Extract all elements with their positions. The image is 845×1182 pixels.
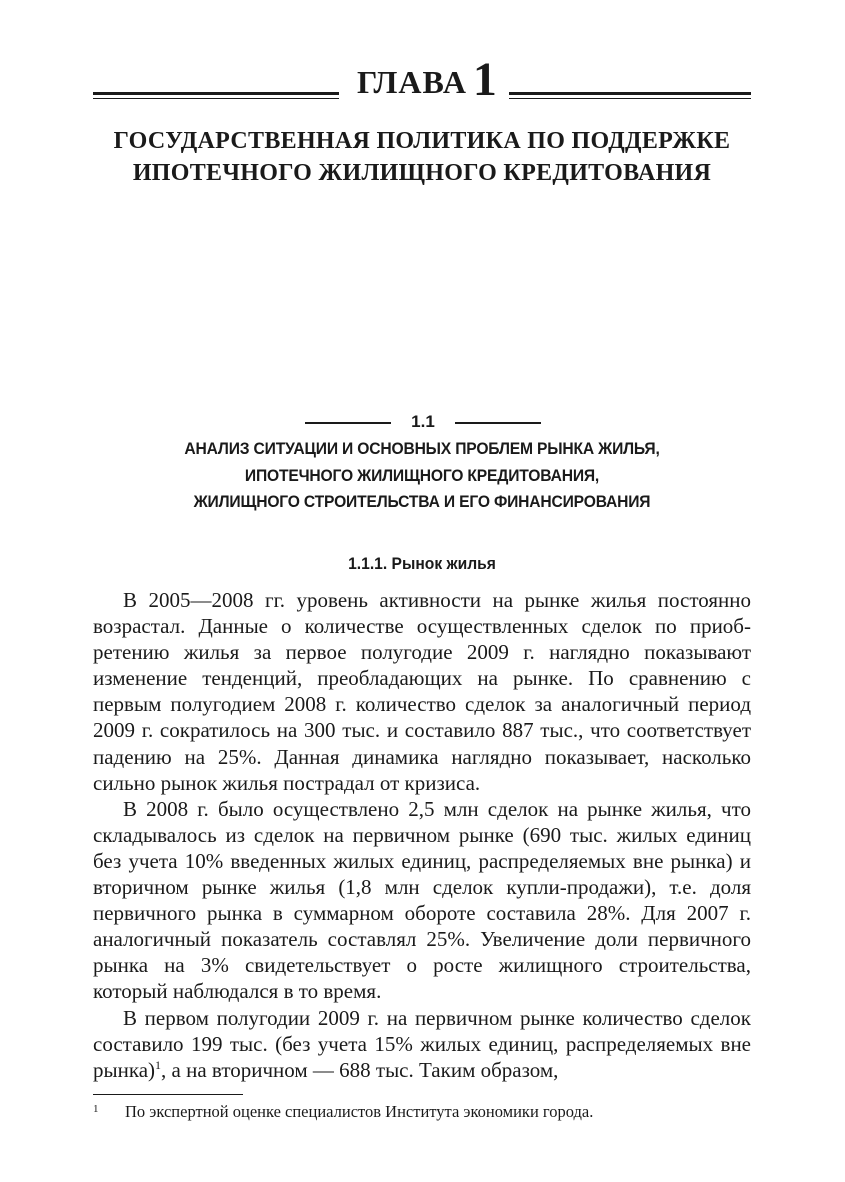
section-number: 1.1 bbox=[411, 412, 435, 431]
chapter-title-line: ГОСУДАРСТВЕННАЯ ПОЛИТИКА ПО ПОДДЕРЖКЕ bbox=[113, 128, 731, 154]
footnote-divider bbox=[93, 1094, 243, 1095]
chapter-title-line: ИПОТЕЧНОГО ЖИЛИЩНОГО КРЕДИТОВАНИЯ bbox=[132, 160, 712, 186]
paragraph-text: , а на вторичном — 688 тыс. Таким образом, bbox=[161, 1057, 559, 1082]
section-title-line: ИПОТЕЧНОГО ЖИЛИЩНОГО КРЕДИТОВАНИЯ, bbox=[244, 465, 600, 485]
chapter-header bbox=[93, 53, 751, 106]
body-text bbox=[93, 587, 751, 1083]
section-title-line: ЖИЛИЩНОГО СТРОИТЕЛЬСТВА И ЕГО ФИНАНСИРОВАНИЯ bbox=[193, 492, 651, 511]
section-rule-left bbox=[305, 422, 391, 424]
chapter-rule-right bbox=[509, 92, 751, 95]
footnote-text: По экспертной оценке специалистов Института экономики города. bbox=[125, 1102, 594, 1121]
chapter-number: 1 bbox=[472, 53, 498, 106]
section-rule-right bbox=[455, 422, 541, 424]
footnote-mark: 1 bbox=[93, 1103, 99, 1115]
section-title bbox=[119, 436, 724, 516]
section-header bbox=[305, 410, 541, 434]
chapter-title bbox=[93, 125, 751, 189]
paragraph bbox=[93, 1005, 751, 1083]
chapter-label bbox=[357, 53, 498, 106]
paragraph-text: В первом полугодии 2009 г. на первичном рынке количество сделок составило 199 тыс. (без учета 15% жилых единиц, распределяемых вне рынка) bbox=[93, 1005, 751, 1082]
subsection-title: 1.1.1. Рынок жилья bbox=[348, 554, 496, 573]
footnote-reference: 1 bbox=[155, 1057, 162, 1072]
chapter-word: ГЛАВА bbox=[357, 64, 467, 100]
chapter-rule-left bbox=[93, 92, 339, 95]
paragraph: В 2008 г. было осуществлено 2,5 млн сделок на рынке жилья, что складывалось из сделок на первичном рынке (690 тыс. жилых единиц без учета 10% введенных жилых единиц, распределяемых вне рынка) и вторичном рынке жилья (1,8 млн сделок купли-продажи), т.е. доля первичного рынка в суммарном обороте составила 28%. Для 2007 г. аналогичный показатель составлял 25%. Увеличение доли первичного рынка на 3% свидетельствует о росте жилищного строительства, который наблюдался в то время. bbox=[93, 796, 751, 1004]
paragraph: В 2005—2008 гг. уровень активности на рынке жилья постоянно возрастал. Данные о количестве осуществленных сделок по приобретению жилья за первое полугодие 2009 г. наглядно показывают изменение тенденций, преобладающих на рынке. По сравнению с первым полугодием 2008 г. количество сделок за аналогичный период 2009 г. сократилось на 300 тыс. и составило 887 тыс., что соответствует падению на 25%. Данная динамика наглядно показывает, насколько сильно рынок жилья пострадал от кризиса. bbox=[93, 588, 751, 795]
section-title-line: АНАЛИЗ СИТУАЦИИ И ОСНОВНЫХ ПРОБЛЕМ РЫНКА ЖИЛЬЯ, bbox=[184, 439, 660, 458]
